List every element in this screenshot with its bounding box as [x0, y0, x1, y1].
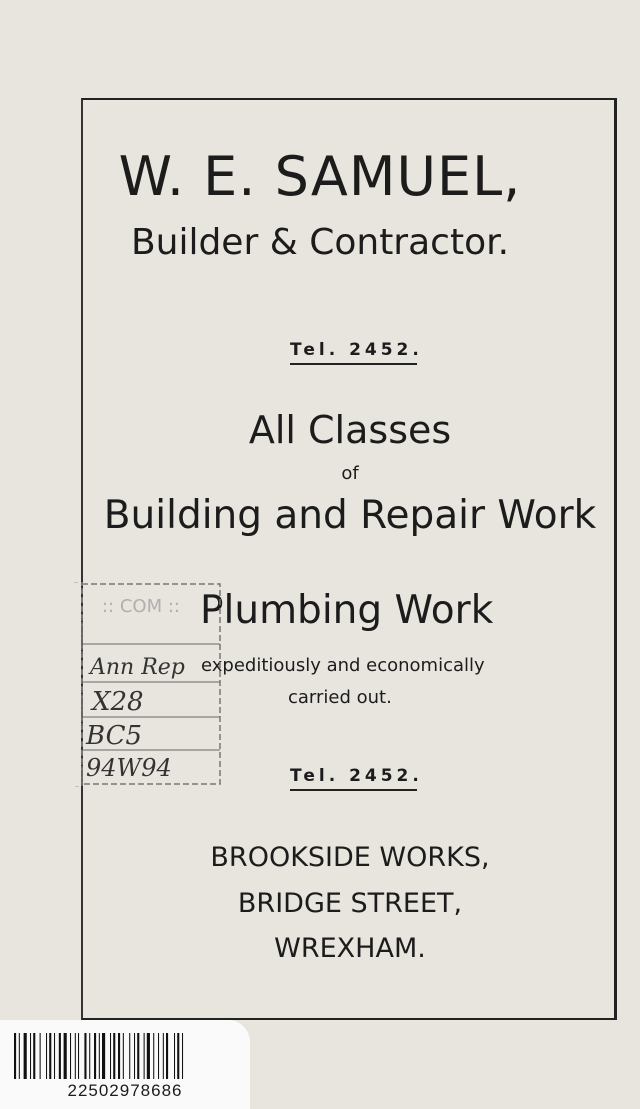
stamp-hw-3: BC5 — [86, 721, 143, 751]
line-plumbing: Plumbing Work — [200, 588, 494, 633]
address-line-1: BROOKSIDE WORKS, — [210, 842, 490, 873]
address-line-3: WREXHAM. — [274, 933, 426, 964]
business-trade: Builder & Contractor. — [130, 222, 510, 263]
line-expeditiously: expeditiously and economically — [201, 655, 485, 676]
line-all-classes: All Classes — [248, 408, 452, 452]
telephone-bottom-underline — [290, 789, 417, 791]
stamp-hw-4: 94W94 — [86, 754, 172, 782]
line-of: of — [341, 463, 359, 484]
business-name: W. E. SAMUEL, — [118, 145, 522, 208]
barcode-number: 22502978686 — [0, 1079, 250, 1103]
stamp-hw-1: Ann Rep — [90, 655, 185, 680]
stamp-hw-2: X28 — [92, 687, 144, 717]
line-building-repair: Building and Repair Work — [103, 493, 597, 538]
library-stamp-graphic — [72, 582, 222, 787]
telephone-bottom-text: Tel. 2452. — [290, 766, 423, 786]
telephone-top-text: Tel. 2452. — [290, 340, 423, 360]
telephone-top — [290, 340, 423, 360]
telephone-bottom — [290, 766, 423, 786]
address-line-2: BRIDGE STREET, — [237, 888, 463, 919]
line-carried-out: carried out. — [288, 687, 392, 708]
library-stamp — [72, 582, 222, 787]
svg-text::: COM ::: :: COM :: — [102, 596, 180, 617]
telephone-top-underline — [290, 363, 417, 365]
